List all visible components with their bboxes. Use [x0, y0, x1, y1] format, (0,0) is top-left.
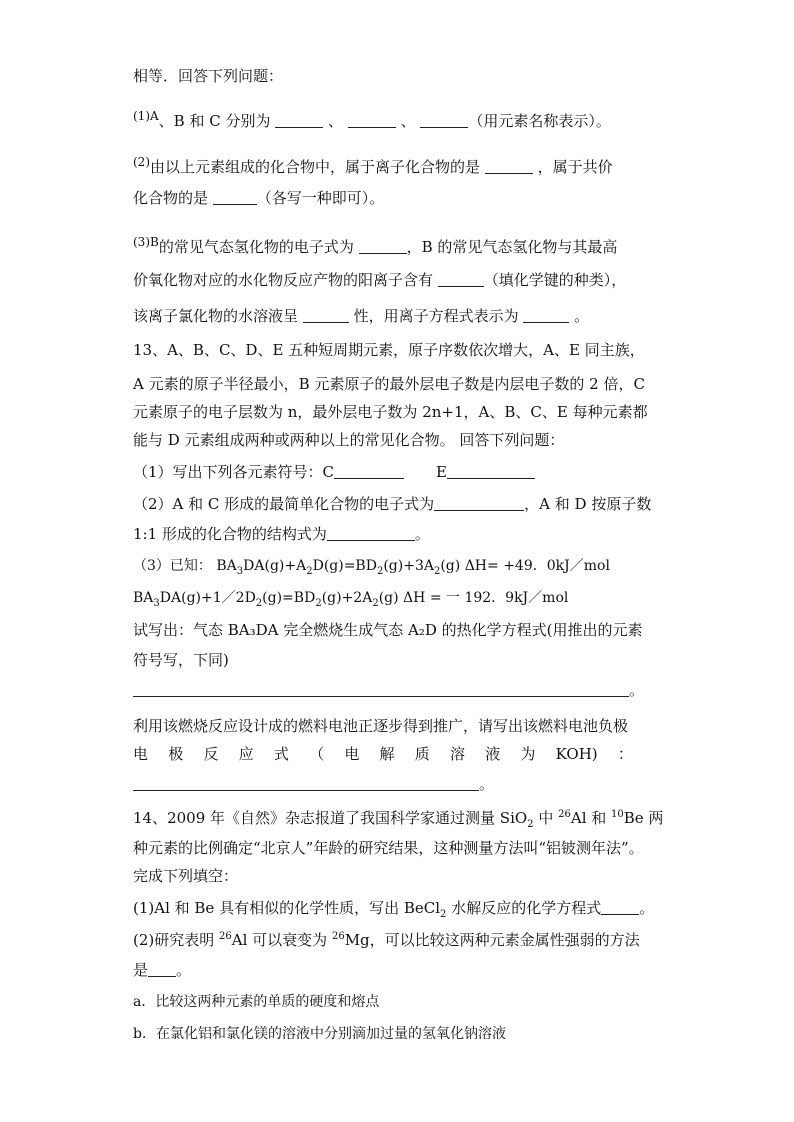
q13-sub2-cont: 1:1 形成的化合物的结构式为 。 [133, 525, 430, 543]
answer-blank[interactable] [327, 526, 415, 541]
answer-blank[interactable] [485, 159, 533, 174]
answer-blank[interactable] [303, 308, 349, 323]
answer-blank[interactable] [334, 464, 404, 479]
q13-stem-line3: 元素原子的电子层数为 n，最外层电子数为 2n+1，A、B、C、E 每种元素都 [133, 403, 648, 421]
q13-eq1: （3）已知： $BA_3DA(g)+A_2D(g)=BD_2(g)+3A_2(g)$ ΔH= +49．0kJ／mol [133, 558, 610, 577]
answer-blank[interactable] [434, 496, 524, 511]
answer-blank[interactable] [213, 190, 257, 205]
answer-blank[interactable] [348, 113, 396, 128]
q14-part2-cont: 是 。 [133, 961, 192, 979]
intro-line: 相等．回答下列问题： [133, 67, 284, 85]
answer-blank[interactable] [420, 113, 468, 128]
q12-part3-cont2: 该离子氯化物的水溶液呈 性，用离子方程式表示为 。 [133, 307, 590, 325]
q14-part1: (1)Al 和 Be 具有相似的化学性质，写出 BeCl$_2$ 水解反应的化学方程式 。 [133, 899, 655, 920]
answer-blank[interactable] [438, 272, 484, 287]
q14-option-a: a．比较这两种元素的单质的硬度和熔点 [133, 994, 380, 1010]
q13-fuel-cell-line1: 利用该燃烧反应设计成的燃料电池正逐步得到推广，请写出该燃料电池负极 [133, 717, 629, 735]
q14-stem-line1: 14、2009 年《自然》杂志报道了我国科学家通过测量 SiO$_2$ 中 $^{26}$Al 和 $^{10}$Be 两 [133, 809, 664, 830]
q12-part3-cont1: 价氧化物对应的水化物反应产物的阳离子含有 （填化学键的种类）， [133, 271, 627, 289]
part-number: (3) [133, 235, 150, 249]
answer-blank[interactable] [133, 682, 629, 697]
q14-stem-line3: 完成下列填空： [133, 867, 239, 885]
q12-part1: $^{(1)A}$、B 和 C 分别为 、 、 （用元素名称表示）。 [133, 109, 611, 130]
part-number: (1) [133, 109, 150, 123]
q13-stem-line1: 13、A、B、C、D、E 五种短周期元素，原子序数依次增大，A、E 同主族， [133, 341, 645, 359]
answer-blank[interactable] [275, 113, 323, 128]
q13-stem-line4: 能与 D 元素组成两种或两种以上的常见化合物。 回答下列问题： [133, 431, 565, 449]
answer-blank[interactable] [148, 962, 176, 977]
q12-part2-cont: 化合物的是 （各写一种即可）。 [133, 189, 385, 207]
q13-answer-line2: 。 [133, 774, 494, 794]
q13-ask2: 符号写，下同) [133, 651, 229, 669]
q12-part2: $^{(2)}$由以上元素组成的化合物中，属于离子化合物的是 ，属于共价 [133, 155, 613, 176]
q14-stem-line2: 种元素的比例确定“北京人”年龄的研究结果，这种测量方法叫“铝铍测年法”。 [133, 839, 644, 857]
q14-part2: (2)研究表明 $^{26}$Al 可以衰变为 $^{26}$Mg，可以比较这两种元素金属性强弱的方法 [133, 931, 640, 949]
q13-ask1: 试写出：气态 BA₃DA 完全燃烧生成气态 A₂D 的热化学方程式(用推出的元素 [133, 621, 643, 639]
q14-option-b: b．在氯化铝和氯化镁的溶液中分别滴加过量的氢氧化钠溶液 [133, 1026, 506, 1042]
q12-part3: $^{(3)B}$的常见气态氢化物的电子式为 ，B 的常见气态氢化物与其最高 [133, 235, 618, 256]
q13-sub1: （1）写出下列各元素符号：C E [133, 462, 535, 482]
part-number: (2) [133, 155, 150, 169]
q13-eq2: $BA_3DA(g)+1/2D_2(g)=BD_2(g)+2A_2(g) \Delta H$ = 一 192．9kJ／mol [133, 590, 569, 609]
answer-blank[interactable] [133, 776, 479, 791]
answer-blank[interactable] [523, 308, 569, 323]
answer-blank[interactable] [601, 900, 639, 915]
q13-sub2: （2）A 和 C 形成的最简单化合物的电子式为 ，A 和 D 按原子数 [133, 495, 652, 513]
q13-fuel-cell-line2: 电 极 反 应 式 （ 电 解 质 溶 液 为 KOH) ： [133, 745, 633, 763]
q13-answer-line1: 。 [133, 680, 644, 700]
q13-stem-line2: A 元素的原子半径最小，B 元素原子的最外层电子数是内层电子数的 2 倍，C [133, 375, 645, 393]
answer-blank[interactable] [359, 239, 407, 254]
answer-blank[interactable] [447, 464, 535, 479]
